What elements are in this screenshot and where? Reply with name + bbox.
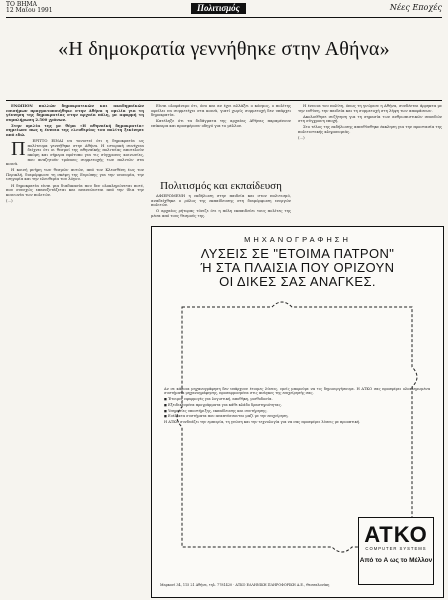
body-paragraph: Ακολούθησε συζήτηση για τη σημασία των ανθρωπιστικών σπουδών στη σύγχρονη εποχή. (298, 113, 442, 124)
ad-bullet: ■ Υπηρεσίες υποστήριξης, εκπαίδευσης και συντήρησης. (164, 409, 430, 413)
masthead-left (6, 2, 53, 14)
ad-body (164, 387, 430, 426)
ad-title-line: ΟΙ ΔΙΚΕΣ ΣΑΣ ΑΝΑΓΚΕΣ. (219, 274, 376, 289)
paper-name: ΤΟ ΒΗΜΑ (6, 1, 37, 8)
logo-name: ΑΤΚΟ (364, 522, 428, 547)
body-text: ΕΡΙΤΤΟ ΕΙΝΑΙ να τονιστεί ότι η δημοκρατία ως πολίτευμα γεννήθηκε στην Αθήνα. Η ιστορική συνέχεια δείχνει ότι οι θεσμοί της αθηναϊκής πολιτείας αποτελούν ακόμη και σήμερα πρότυπο για τις σύγχρονες κοινωνίες, που αναζητούν τρόπους συμμετοχής των πολιτών στα κοινά. (6, 138, 144, 167)
article-column-2 (151, 104, 291, 130)
body-paragraph: Η κοινή μνήμη των θεσμών αυτών, από τον Κλεισθένη έως τον Περικλή, διαμόρφωσε τη σκέψη της Ευρώπης για την ισονομία, την ισηγορία και την ελευθερία του λόγου. (6, 167, 144, 182)
logo-sub: COMPUTER SYSTEMS (365, 546, 427, 551)
atko-logo (358, 517, 434, 585)
body-paragraph (6, 139, 144, 167)
body-paragraph: Στο τέλος της εκδήλωσης απευθύνθηκε έκκληση για την προστασία της πολιτιστικής κληρονομιάς. (298, 124, 442, 134)
body-paragraph: Η έννοια του πολίτη, όπως τη γνώρισε η Αθήνα, συνδέεται άρρηκτα με την ευθύνη, την παιδεία και τη συμμετοχή στη λήψη των αποφάσεων. (298, 103, 442, 113)
ad-title-line: Ή ΣΤΑ ΠΛΑΙΣΙΑ ΠΟΥ ΟΡΙΖΟΥΝ (200, 260, 395, 275)
headline: «Η δημοκρατία γεννήθηκε στην Αθήνα» (58, 38, 390, 60)
ad-outro: Η ΑΤΚΟ συνδυάζει την εμπειρία, τη γνώση και την τεχνολογία για να σας προσφέρει λύσεις με προοπτική. (164, 419, 361, 424)
drop-cap: Π (11, 138, 26, 161)
ad-title (162, 247, 433, 289)
intro-paragraph: ΕΝΩΠΙΟΝ πολλών δημοκρατικών και ακαδημαϊκών επισήμων πραγματοποιήθηκε στην Αθήνα η ομιλία για τη γέννηση της δημοκρατίας στην αρχαία πόλη, με αφορμή τη συμπλήρωση 2.500 χρόνων. (6, 103, 144, 122)
lead-paragraph: Στην ομιλία της με θέμα «Η αθηναϊκή δημοκρατία» σημείωσε πως η έννοια της ελευθερίας του πολίτη ξεκίνησε από εδώ. (6, 122, 144, 138)
ad-title-line: ΛΥΣΕΙΣ ΣΕ "ΕΤΟΙΜΑ ΠΑΤΡΟΝ" (200, 246, 395, 261)
ad-address: Μαρκονί 34, 115 21 Αθήνα, τηλ. 7781420 · ΑΤΚΟ ΕΛΛΗΝΙΚΗ ΠΛΗΡΟΦΟΡΙΚΗ Α.Ε., Θεσσαλονίκη (160, 583, 330, 587)
subheading: Πολιτισμός και εκπαίδευση (160, 180, 282, 192)
body-paragraph: Ο αρχαίος ρήτορας τόνιζε ότι η πόλη εκπαιδεύει τους πολίτες της μέσα από τους θεσμούς της. (151, 208, 291, 218)
article-column-2b (151, 194, 291, 220)
headline-rule (6, 100, 442, 101)
ad-kicker: ΜΗΧΑΝΟΓΡΑΦΗΣΗ (244, 235, 351, 244)
masthead (6, 2, 442, 16)
body-paragraph: ΑΦΙΕΡΩΜΕΝΗ η εκδήλωση στην παιδεία και στον πολιτισμό, αναδείχθηκε ο ρόλος της εκπαίδευσης στη διαμόρφωση ενεργών πολιτών. (151, 193, 291, 208)
top-rule (6, 17, 442, 18)
article-column-3 (298, 104, 442, 142)
section-corner: Νέες Εποχές (389, 3, 442, 12)
issue-date: 12 Μαΐου 1991 (6, 7, 53, 14)
ellipsis: (...) (6, 197, 13, 203)
ellipsis: (...) (298, 135, 305, 141)
ad-bullet: ■ Ευέλικτα συστήματα που αναπτύσσονται μαζί με την επιχείρηση. (164, 414, 430, 418)
body-paragraph: Η δημοκρατία είναι μια διαδικασία που δεν ολοκληρώνεται ποτέ, που συνεχώς επανεξετάζεται και ανανεώνεται από την ίδια την κοινωνία των πολιτών. (6, 182, 144, 197)
section-title: Πολιτισμός (191, 3, 246, 14)
ad-intro: Αν σε κάποια μηχανογράφηση δεν υπάρχουν έτοιμες λύσεις, εμείς μπορούμε να τις δημιουργήσουμε. Η ΑΤΚΟ σας προσφέρει ολοκληρωμένα συστήματα μηχανογράφησης, προσαρμοσμένα στις ανάγκες της επιχείρησής σας. (164, 387, 430, 396)
ad-bullet: ■ Έτοιμες εφαρμογές για λογιστική, αποθήκη, μισθοδοσία. (164, 397, 430, 401)
body-paragraph: Κατέληξε ότι τα διδάγματα της αρχαίας Αθήνας παραμένουν επίκαιρα και προσφέρουν οδηγό για το μέλλον. (151, 118, 291, 128)
logo-tagline: Από το Α ως το Μέλλον (359, 557, 433, 564)
ad-bullet: ■ Εξειδικευμένα προγράμματα για κάθε κλάδο δραστηριότητας. (164, 403, 430, 407)
advertisement (151, 226, 444, 598)
article-column-1 (6, 104, 144, 205)
body-paragraph: Είναι ολοφάνερο ότι, όσο και αν έχει αλλάξει ο κόσμος, ο πολίτης οφείλει να συμμετέχει στα κοινά, γιατί χωρίς συμμετοχή δεν υπάρχει δημοκρατία. (151, 103, 291, 118)
